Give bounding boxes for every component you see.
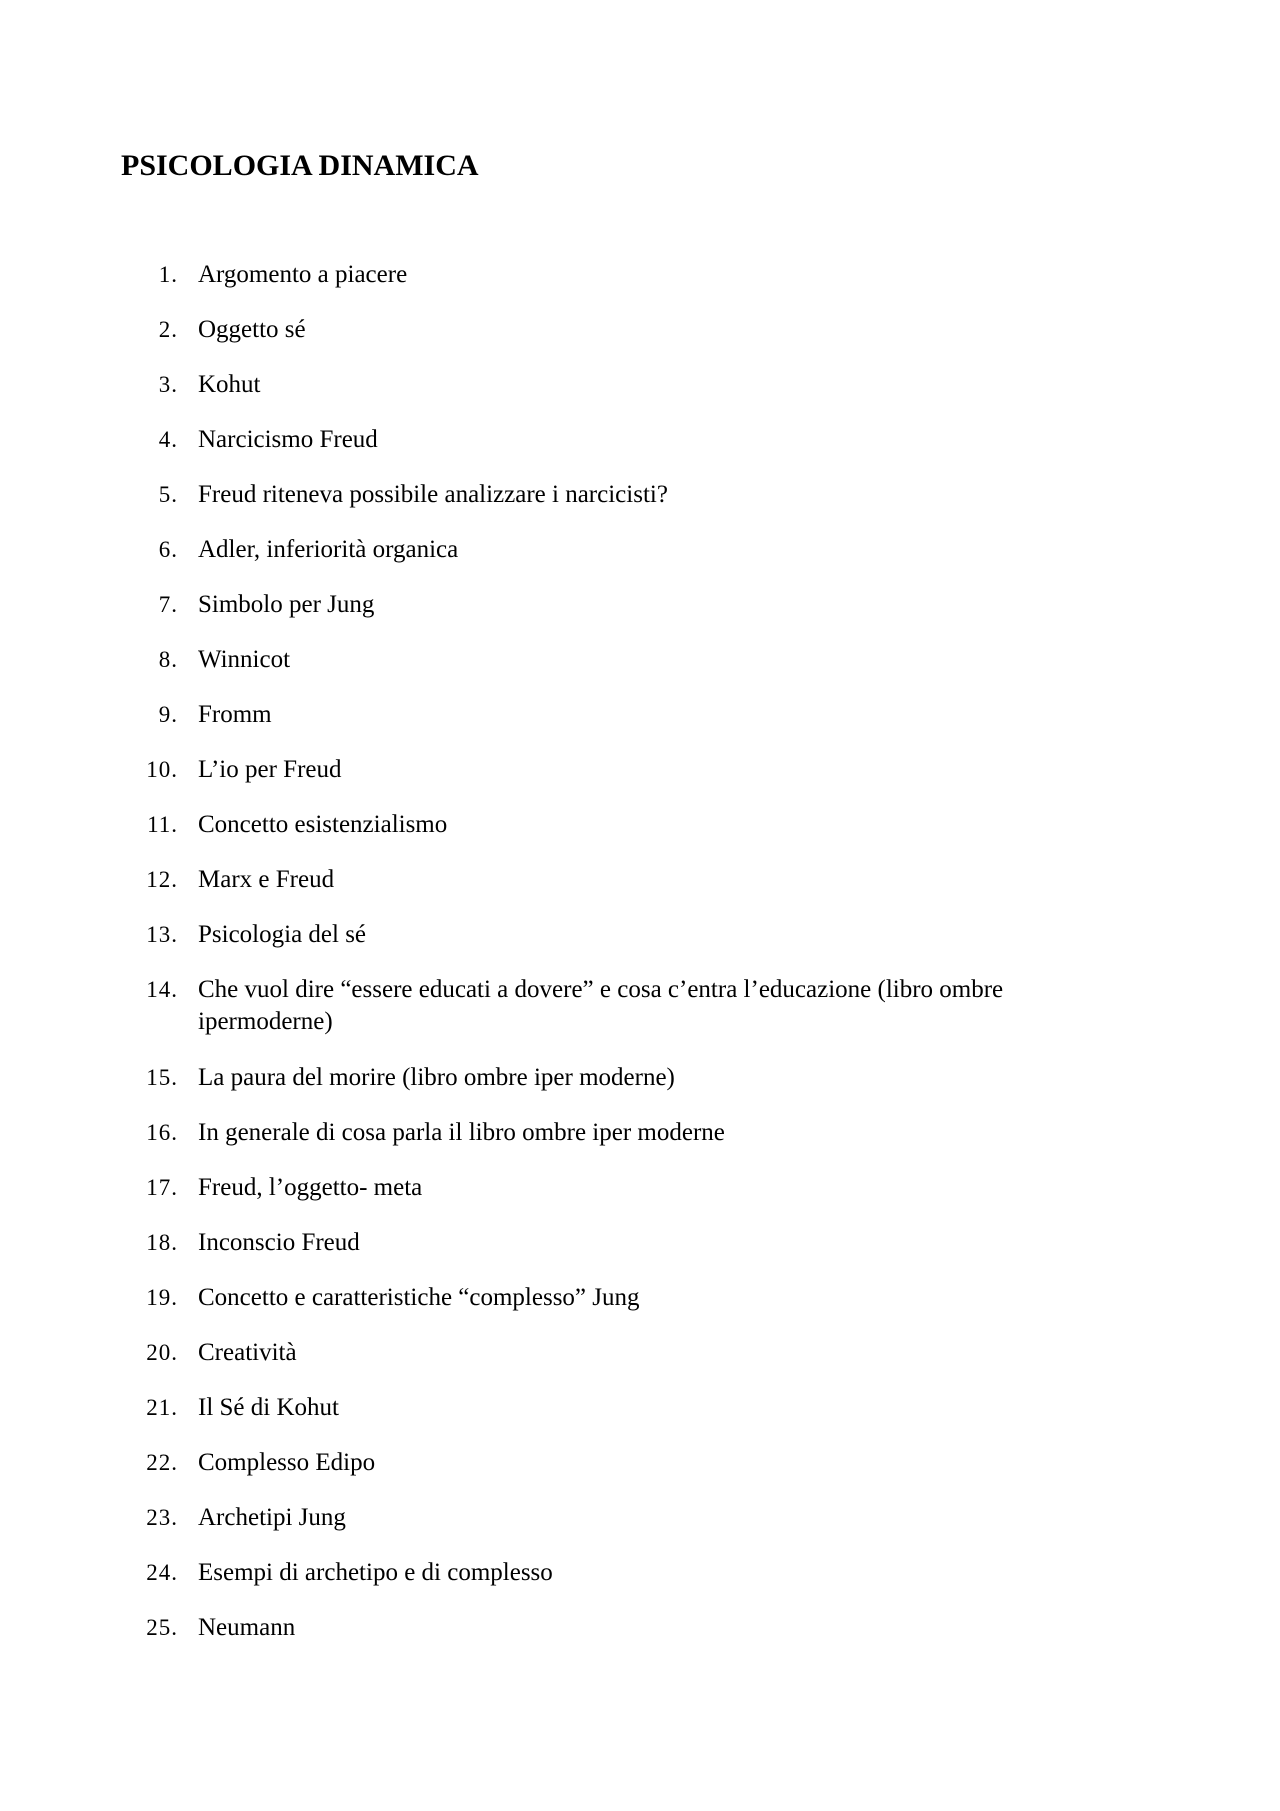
- item-text: Oggetto sé: [198, 316, 306, 343]
- item-number: 13.: [146, 922, 178, 947]
- question-list: [0, 259, 1280, 1667]
- item-text: Adler, inferiorità organica: [198, 536, 459, 563]
- item-text: Concetto e caratteristiche “complesso” Jung: [198, 1284, 640, 1311]
- item-text: Freud riteneva possibile analizzare i narcicisti?: [198, 481, 668, 508]
- list-item: [0, 1502, 1280, 1557]
- item-text: Concetto esistenzialismo: [198, 811, 448, 838]
- item-number: 5.: [158, 482, 178, 507]
- item-number: 8.: [158, 647, 178, 672]
- item-text: Freud, l’oggetto- meta: [198, 1174, 423, 1201]
- list-item: [0, 1062, 1280, 1117]
- item-text: Il Sé di Kohut: [198, 1394, 339, 1421]
- item-text: Creatività: [198, 1339, 297, 1366]
- list-item: [0, 259, 1280, 314]
- item-text: L’io per Freud: [198, 756, 342, 783]
- item-number: 3.: [158, 372, 178, 397]
- item-number: 23.: [146, 1505, 178, 1530]
- list-item: [0, 424, 1280, 479]
- item-text: Kohut: [198, 371, 261, 398]
- list-item: [0, 1337, 1280, 1392]
- list-item: [0, 1392, 1280, 1447]
- list-item: [0, 1117, 1280, 1172]
- item-text: Complesso Edipo: [198, 1449, 376, 1476]
- list-item: [0, 809, 1280, 864]
- item-number: 4.: [158, 427, 178, 452]
- list-item: [0, 974, 1280, 1062]
- item-number: 17.: [146, 1175, 178, 1200]
- item-number: 9.: [158, 702, 178, 727]
- item-text: Marx e Freud: [198, 866, 335, 893]
- item-number: 6.: [158, 537, 178, 562]
- list-item: [0, 314, 1280, 369]
- list-item: [0, 1447, 1280, 1502]
- list-item: [0, 534, 1280, 589]
- item-text: Esempi di archetipo e di complesso: [198, 1559, 553, 1586]
- page-title: PSICOLOGIA DINAMICA: [121, 149, 479, 182]
- item-text: Narcicismo Freud: [198, 426, 378, 453]
- list-item: [0, 864, 1280, 919]
- list-item: [0, 479, 1280, 534]
- item-text: Winnicot: [198, 646, 291, 673]
- item-number: 12.: [146, 867, 178, 892]
- item-number: 19.: [146, 1285, 178, 1310]
- item-number: 14.: [146, 977, 178, 1002]
- item-number: 22.: [146, 1450, 178, 1475]
- item-text: La paura del morire (libro ombre iper moderne): [198, 1064, 675, 1091]
- item-text: Fromm: [198, 701, 272, 728]
- item-number: 15.: [146, 1065, 178, 1090]
- item-text: In generale di cosa parla il libro ombre iper moderne: [198, 1119, 725, 1146]
- item-text: Archetipi Jung: [198, 1504, 346, 1531]
- item-number: 20.: [146, 1340, 178, 1365]
- item-text: Neumann: [198, 1614, 296, 1641]
- list-item: [0, 754, 1280, 809]
- item-number: 10.: [146, 757, 178, 782]
- list-item: [0, 644, 1280, 699]
- item-number: 25.: [146, 1615, 178, 1640]
- list-item: [0, 1172, 1280, 1227]
- item-text: Argomento a piacere: [198, 261, 408, 288]
- item-number: 21.: [146, 1395, 178, 1420]
- list-item: [0, 1612, 1280, 1667]
- item-number: 2.: [158, 317, 178, 342]
- list-item: [0, 1557, 1280, 1612]
- item-number: 18.: [146, 1230, 178, 1255]
- item-text: Psicologia del sé: [198, 921, 367, 948]
- list-item: [0, 369, 1280, 424]
- list-item: [0, 1282, 1280, 1337]
- list-item: [0, 919, 1280, 974]
- item-number: 16.: [146, 1120, 178, 1145]
- item-text: Inconscio Freud: [198, 1229, 360, 1256]
- item-number: 1.: [158, 262, 178, 287]
- item-number: 7.: [158, 592, 178, 617]
- item-number: 24.: [146, 1560, 178, 1585]
- list-item: [0, 1227, 1280, 1282]
- list-item: [0, 699, 1280, 754]
- item-number: 11.: [147, 812, 178, 837]
- item-text: Simbolo per Jung: [198, 591, 375, 618]
- list-item: [0, 589, 1280, 644]
- item-text: Che vuol dire “essere educati a dovere” e cosa c’entra l’educazione (libro ombre ipermoderne): [198, 976, 1004, 1035]
